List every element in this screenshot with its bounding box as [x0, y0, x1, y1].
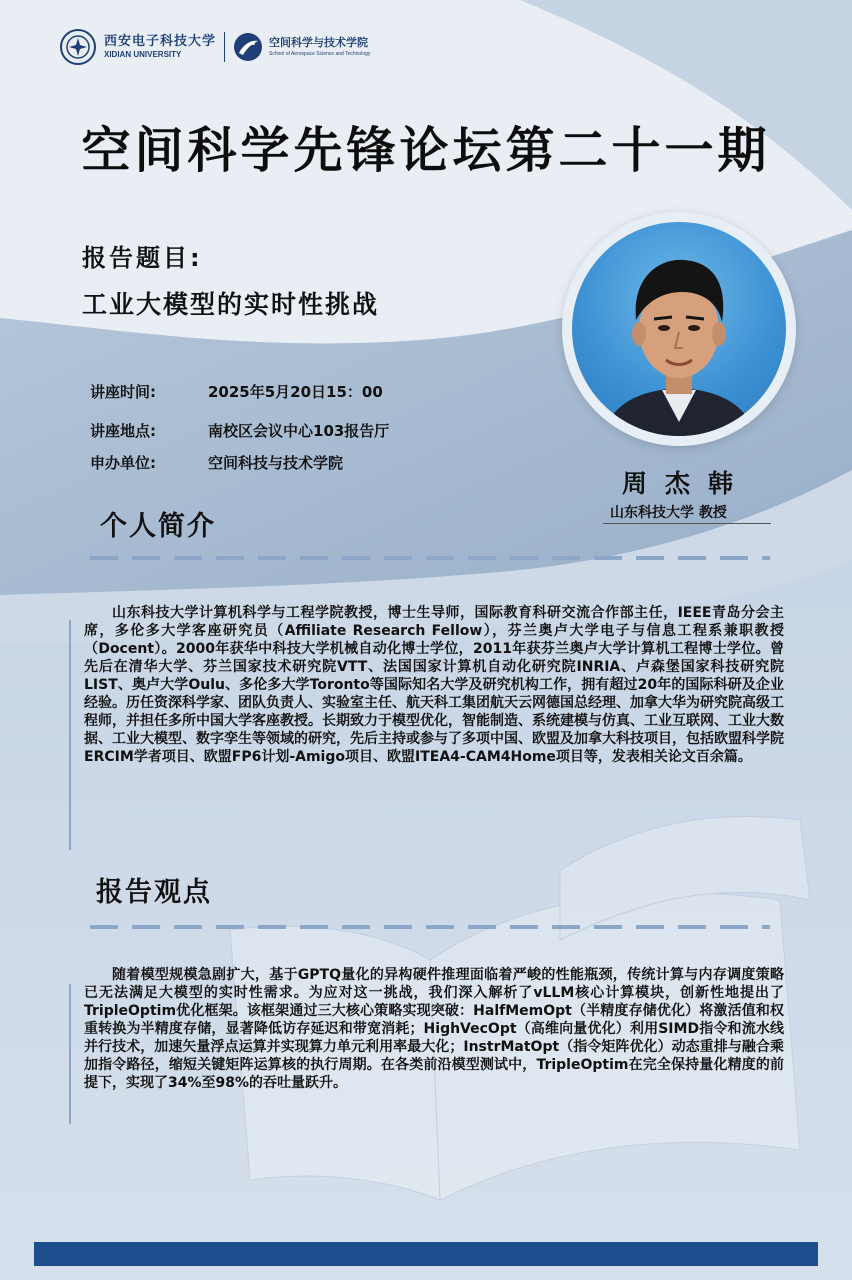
info-organizer-value: 空间科技与技术学院 — [208, 454, 344, 472]
school-emblem-icon — [233, 32, 263, 62]
speaker-underline — [603, 523, 771, 524]
speaker-affiliation: 山东科技大学 教授 — [610, 505, 727, 521]
topic-title: 工业大模型的实时性挑战 — [82, 290, 380, 319]
bio-heading: 个人简介 — [100, 511, 216, 542]
info-organizer — [90, 452, 343, 473]
info-location — [90, 420, 389, 441]
topic-label: 报告题目: — [82, 244, 203, 272]
footer-bar — [34, 1242, 818, 1266]
university-name — [104, 34, 216, 60]
info-organizer-key: 申办单位: — [90, 454, 156, 472]
logo-bar — [60, 26, 370, 68]
school-name — [269, 36, 370, 58]
logo-divider — [224, 32, 225, 62]
viewpoint-heading: 报告观点 — [96, 877, 212, 908]
info-location-value: 南校区会议中心103报告厅 — [208, 422, 390, 440]
bio-divider — [90, 556, 770, 560]
info-time — [90, 381, 383, 402]
viewpoint-side-rule — [68, 984, 72, 1124]
viewpoint-text: 随着模型规模急剧扩大，基于GPTQ量化的异构硬件推理面临着严峻的性能瓶颈，传统计算与内存调度策略已无法满足大模型的实时性需求。为应对这一挑战，我们深入解析了vLLM核心计算模块，创新性地提出了TripleOptim优化框架。该框架通过三大核心策略实现突破：HalfMemOpt（半精度存储优化）将激活值和权重转换为半精度存储，显著降低访存延迟和带宽消耗；HighVecOpt（高维向量优化）利用SIMD指令和流水线并行技术，加速矢量浮点运算并实现算力单元利用率最大化；InstrMatOpt（指令矩阵优化）动态重排与融合乘加指令路径，缩短关键矩阵运算核的执行周期。在各类前沿模型测试中，TripleOptim在完全保持量化精度的前提下，实现了34%至98%的吞吐量跃升。 — [84, 967, 784, 1091]
school-name-cn: 空间科学与技术学院 — [269, 36, 369, 49]
forum-title: 空间科学先锋论坛第二十一期 — [81, 122, 771, 179]
school-name-en: School of Aerospace Science and Technology — [269, 51, 371, 57]
speaker-name: 周杰韩 — [622, 469, 752, 498]
info-time-key: 讲座时间: — [90, 383, 156, 401]
info-time-value: 2025年5月20日15：00 — [208, 383, 383, 401]
speaker-portrait-icon — [572, 222, 786, 436]
bio-text: 山东科技大学计算机科学与工程学院教授，博士生导师，国际教育科研交流合作部主任，IEEE青岛分会主席，多伦多大学客座研究员（Affiliate Research Fellow），芬兰奥卢大学电子与信息工程系兼职教授（Docent）。2000年获华中科技大学机械自动化博士学位，2011年获芬兰奥卢大学计算机工程博士学位。曾先后在清华大学、芬兰国家技术研究院VTT、法国国家计算机自动化研究院INRIA、卢森堡国家科技研究院LIST、奥卢大学Oulu、多伦多大学Toronto等国际知名大学及研究机构工作，拥有超过20年的国际科研及企业经验。历任资深科学家、团队负责人、实验室主任、航天科工集团航天云网德国总经理、加拿大华为研究院高级工程师，并担任多所中国大学客座教授。长期致力于模型优化，智能制造、系统建模与仿真、工业互联网、工业大数据、工业大模型、数字孪生等领域的研究，先后主持或参与了多项中国、欧盟及加拿大科技项目，包括欧盟科学院ERCIM学者项目、欧盟FP6计划-Amigo项目、欧盟ITEA4-CAM4Home项目等，发表相关论文百余篇。 — [84, 605, 784, 765]
bio-side-rule — [68, 620, 72, 850]
viewpoint-divider — [90, 925, 770, 929]
university-name-en: XIDIAN UNIVERSITY — [104, 50, 182, 59]
university-name-cn: 西安电子科技大学 — [104, 34, 217, 49]
speaker-photo — [572, 222, 786, 436]
university-seal-icon — [60, 29, 96, 65]
info-location-key: 讲座地点: — [90, 422, 156, 440]
